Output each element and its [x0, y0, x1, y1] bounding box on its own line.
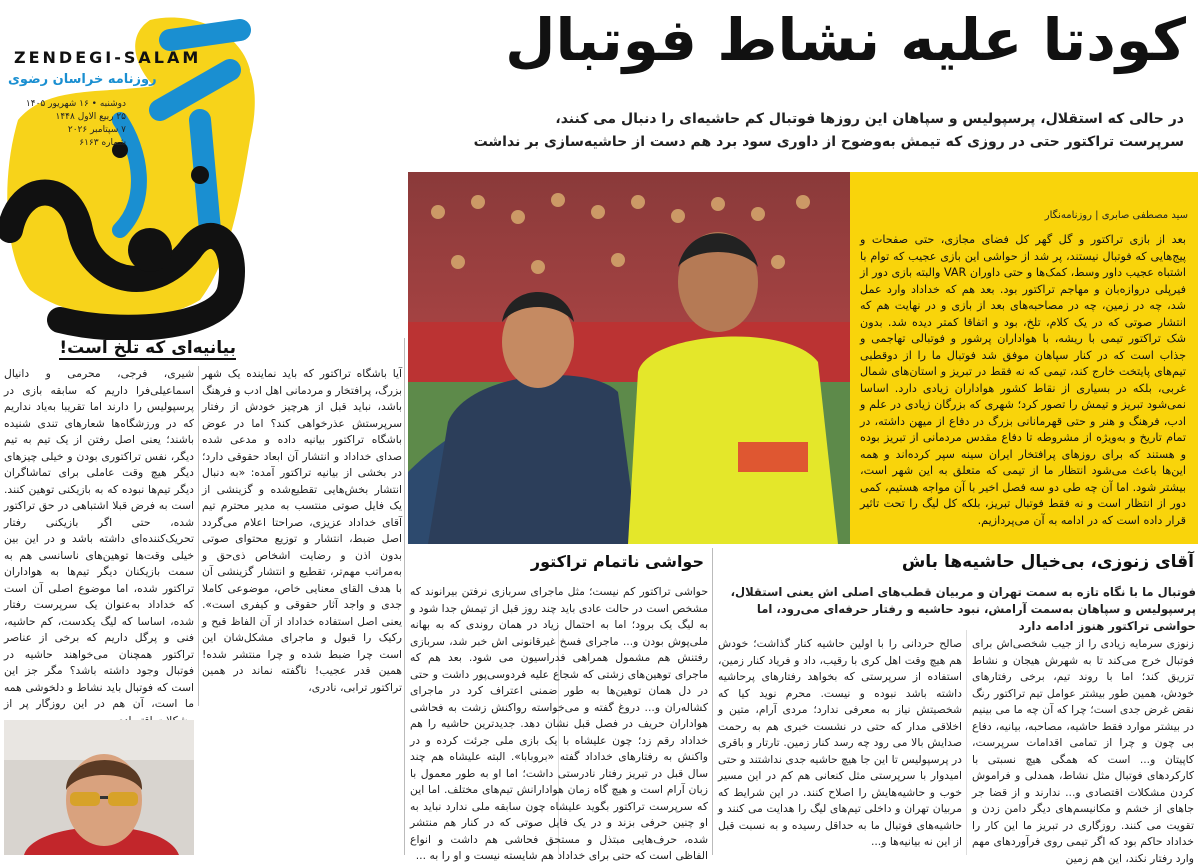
- logo-subtitle: روزنامه خراسان رضوی: [8, 72, 157, 87]
- statement-column-2: شیری، فرجی، محرمی و دانیال اسماعیلی‌فرا داریم که سابقه بازی در پرسپولیس را دارند اما تقریبا به‌یاد نداریم که در ورزشگاه‌ها شعارهای تندی شنیده باشند؛ یعنی اصل رفتن از یک تیم به تیم دیگر، نفس تراکتوری بودن و خیلی چیزهای دیگر هیچ وقت عاملی برای تماشاگران دیگر تیم‌ها نبوده که به بازیکنی توهین کنند. است به فرض قبلا اشتباهی در حق تراکتور شده، حتی اگر بازیکنی رفتار تحریک‌کننده‌ای داشته باشد و در این بین خیلی وقت‌ها توهین‌های ناسانسی هم به سمت بازیکنان دیگر تیم‌ها به هواداران تراکتور شده، اما موضوع اصلی آن است که خداداد به‌عنوان یک سرپرست رفتار شده، اساسا که لیگ یکدست، کم حاشیه، فنی و پرگل داریم که برخی از عناصر تراکتور همچنان می‌خواهند حاشیه در فوتبال وجود داشته باشد؟ مگر جز این است که فوتبال باید نشاط و دلخوشی همه ما است، آن هم در این روزگار پر از: [4, 367, 194, 710]
- zenouzi-title[interactable]: آقای زنوزی، بی‌خیال حاشیه‌ها باش: [901, 552, 1194, 572]
- aftermath-body: حواشی تراکتور کم نیست؛ مثل ماجرای سربازی نرفتن بیرانوند که مشخص است در حالت عادی باید چند روز قبل از تیمش جدا شود و به لیگ یک برود؛ اما به احتمال زیاد در همان روندی که به بهانه ملی‌پوش بودن و... ماجرای فسخ غیرقانونی اش خبر شد، سربازی رفتنش هم مشمول همراهی فدراسیون می شود. بعد هم که ماجرای توهین‌های زشتی که شجاع علیه فردوسی‌پور داشت و حتی در دل همان توهین‌ها به طور ضمنی اعتراف کرد در ماجرای کشاله‌ران و... دروغ گفته و می‌خواسته رواکنش زشت به فحاشی هواداران حریف در فصل قبل نشان دهد. جدیدترین حاشیه را هم خداداد رقم زد؛ چون علیشاه با یک بازی ملی جرئت کرده و در واکنش به رفتارهای خداداد گفته «بروبابا». البته علیشاه هم چند سال قبل در تبریز رفتار نادرستی داشت؛ اما او به طور معمول با زبان آرام است و هیچ گاه زمان هوادارانش تیم‌های مختلف. اما این که سرپرست تراکتور بگوید علیشاه چون سابقه ملی ندارد نباید به او چنین حرفی بزند و در یک فایل صوتی که در کنار هم منتشر شده، حرف‌هایی مبتذل و مستحق فحاشی هم داشت و انواع الفاظی است که حتی برای خداداد هم شایسته نیست و او را به ...: [410, 585, 708, 862]
- column-divider: [712, 548, 713, 855]
- column-divider: [966, 630, 967, 855]
- main-headline[interactable]: کودتا علیه نشاط فوتبال: [505, 6, 1186, 74]
- main-lead: [264, 108, 1184, 154]
- aftermath-title[interactable]: حواشی ناتمام تراکتور: [530, 552, 704, 571]
- coach-portrait-image: [4, 720, 194, 855]
- issue-info: [8, 98, 126, 150]
- column-divider: [198, 366, 199, 706]
- opinion-byline: سید مصطفی صابری | روزنامه‌نگار: [1044, 210, 1188, 221]
- statement-column-1: آیا باشگاه تراکتور که باید نماینده یک شهر بزرگ، پرافتخار و مردمانی اهل ادب و فرهنگ باشد، نباید قبل از هرچیز خودش از رفتار سرپرستش عذرخواهی کند؟ اما در عوض باشگاه تراکتور بیانیه داده و مدعی شده صدای خداداد و انتشار آن ابعاد حقوقی دارد؛ در بخشی از بیانیه تراکتور آمده: «به دنبال انتشار بخش‌هایی تقطیع‌شده و گزینشی از یک فایل صوتی منتسب به مدیر محترم تیم آقای خداداد عزیزی، صراحتا اعلام می‌گردد اصل ضبط، انتشار و توزیع محتوای صوتی بدون اذن و رضایت اشخاص ذی‌حق و به‌مراتب مهم‌تر، تقطیع و انتشار گزینشی آن با هدف القای معنایی خاص، موضوعی کاملا جدی و واجد آثار حقوقی و کیفری است». یعنی اصل استفاده خداداد از آن الفاظ قبح و رکیک را قبول و ماجرای مشکل‌شان این است چرا ضبط شده و چرا منتشر شده! همین قدر عجیب! ناگفته نماند در همین تراکتور ترابی، نادری،: [202, 367, 402, 694]
- match-photo-image: [408, 172, 850, 544]
- issue-hijri-date: ۲۵ ربیع الاول ۱۴۴۸: [55, 112, 126, 122]
- lead-line-1: در حالی که استقلال، پرسپولیس و سپاهان این روزها فوتبال کم حاشیه‌ای را دنبال می کنند،: [555, 111, 1184, 127]
- lead-line-2: سرپرست تراکتور حتی در روزی که تیمش به‌وضوح از داوری سود برد هم دست از حاشیه‌سازی بر نداشت: [473, 134, 1184, 150]
- issue-gregorian-date: ۷ سپتامبر ۲۰۲۶: [67, 125, 126, 135]
- issue-number: شماره ۶۱۶۳: [79, 138, 126, 148]
- statement-title[interactable]: [6, 338, 236, 358]
- statement-title-text: بیانیه‌ای که تلخ است!: [59, 338, 236, 358]
- zenouzi-lead: فوتبال ما با نگاه تازه به سمت تهران و مربیان قطب‌های اصلی اش یعنی استقلال، پرسپولیس و سپاهان به‌سمت آرامش، نبود حاشیه و رفتار حرفه‌ای می‌رود، اما حواشی تراکتور هنوز ادامه دارد: [730, 585, 1196, 633]
- match-photo: [408, 172, 850, 544]
- coach-portrait: [4, 720, 194, 855]
- issue-date: دوشنبه • ۱۶ شهریور ۱۴۰۵: [25, 99, 126, 109]
- column-divider: [404, 338, 405, 855]
- zenouzi-column-2: صالح حردانی را با اولین حاشیه کنار گذاشت؛ خودش هم هیچ وقت اهل کری با رقیب، داد و فریاد کنار زمین، استفاده از سرپرستی که بخواهد رفتارهای پرحاشیه داشته باشد نبوده و نیست. محرم نوید کیا که شخصیتش نیاز به معرفی ندارد؛ مردی آرام، متین و اخلاقی مدار که حتی در نشست خبری هم به رحمت صدایش بالا می رود چه رسد کنار زمین. تارتار و باقری در پرسپولیس تا این جا هیچ حاشیه جدی نداشتند و حتی امیدوار با سرپرستی مثل کنعانی هم کم در این مسیر خوب و حاشیه‌هایش را اصلاح کنند. در این شرایط که مربیان تهران و داخلی تیم‌های لیگ را هدایت می کنند و حاشیه‌های فوتبال ما به حداقل رسیده و به نسبت قبل از این نه بیانیه‌ها و...: [718, 637, 962, 848]
- zenouzi-column-1: زنوزی سرمایه زیادی را از جیب شخصی‌اش برای فوتبال خرج می‌کند تا به شهرش هیجان و نشاط تزریق کند؛ اما با روند تیم، برخی رفتارهای خودش، همین طور بیشتر عوامل تیم تراکتور رنگ نقض غرض جدی است؛ چرا که آن چه ما می بینیم در بیشتر موارد فقط حاشیه، مصاحبه، بیانیه، دفاع بی چون و چرا از تمامی اقدامات سرپرست، کاپیتان و... است که همگی هیچ نسبتی با کارکردهای فوتبال مثل نشاط، همدلی و فراموش کردن مشکلات اقتصادی و... ندارند و از قضا جر جاهای از خشم و مکانیسم‌های دیگر دامن زدن و تقویت می کنند. روزگاری در تبریز ما این کار را خداداد حاکم بود که اگر تیمی روی فرآوردهای مهم وارد رفتار نکند، این هم زمین: [972, 637, 1194, 865]
- logo-latin: ZENDEGI-SALAM: [14, 48, 202, 67]
- opinion-column: [850, 172, 1198, 544]
- opinion-body: بعد از بازی تراکتور و گل گهر کل فضای مجازی، حتی صفحات و پیج‌هایی که فوتبال نیستند، پر شد از حواشی این بازی عجیب که توام با اشتباه عجیب داور وسط، کمک‌ها و حتی داوران VAR والبته بازی دور از فیرپلی دروازه‌بان و مهاجم تراکتور بود. بعد هم که خداداد وارد عمل شد، چه در زمین، چه در مصاحبه‌های بعد از بازی و در نهایت هم که انتشار صوتی که در یک کلام، تلخ، بود و اتفاقا کمتر دیده شد. بدون شک تراکتور تیمی با ریشه، با هواداران پرشور و فوتبالی تهاجمی و جذاب است که در کنار سپاهان موفق شد فوتبال ما را از دوقطبی تیم‌های پایتخت خارج کند، تیمی که نه فقط در تبریز و استان‌های شمال غربی، بلکه در بسیاری از نقاط کشور هواداران زیادی دارد. اساسا نمی‌شود تبریز و تیمش را تصور کرد؛ شهری که بزرگان زیادی در علم و ادب، فرهنگ و هنر و حتی قهرمانانی بزرگ در دفاع از میهن داشته، در تمام تاریخ و به‌ویژه از مشروطه تا دفاع مقدس مردمانی از تبریز بوده و هستند که برای روزهای پرافتخار ایران سینه سپر کرده‌اند و همه این‌ها باعث می‌شود انتظار ما از تیمی که متعلق به این شهر است، بیشتر شود. اما آن چه طی دو سه فصل اخیر با آن مواجه هستیم، کمی دور از انتظار است و نه فقط فوتبال تبریز، بلکه کل لیگ را تحت تاثیر قرار داده است که در ادامه به آن می‌پردازیم.: [860, 233, 1186, 527]
